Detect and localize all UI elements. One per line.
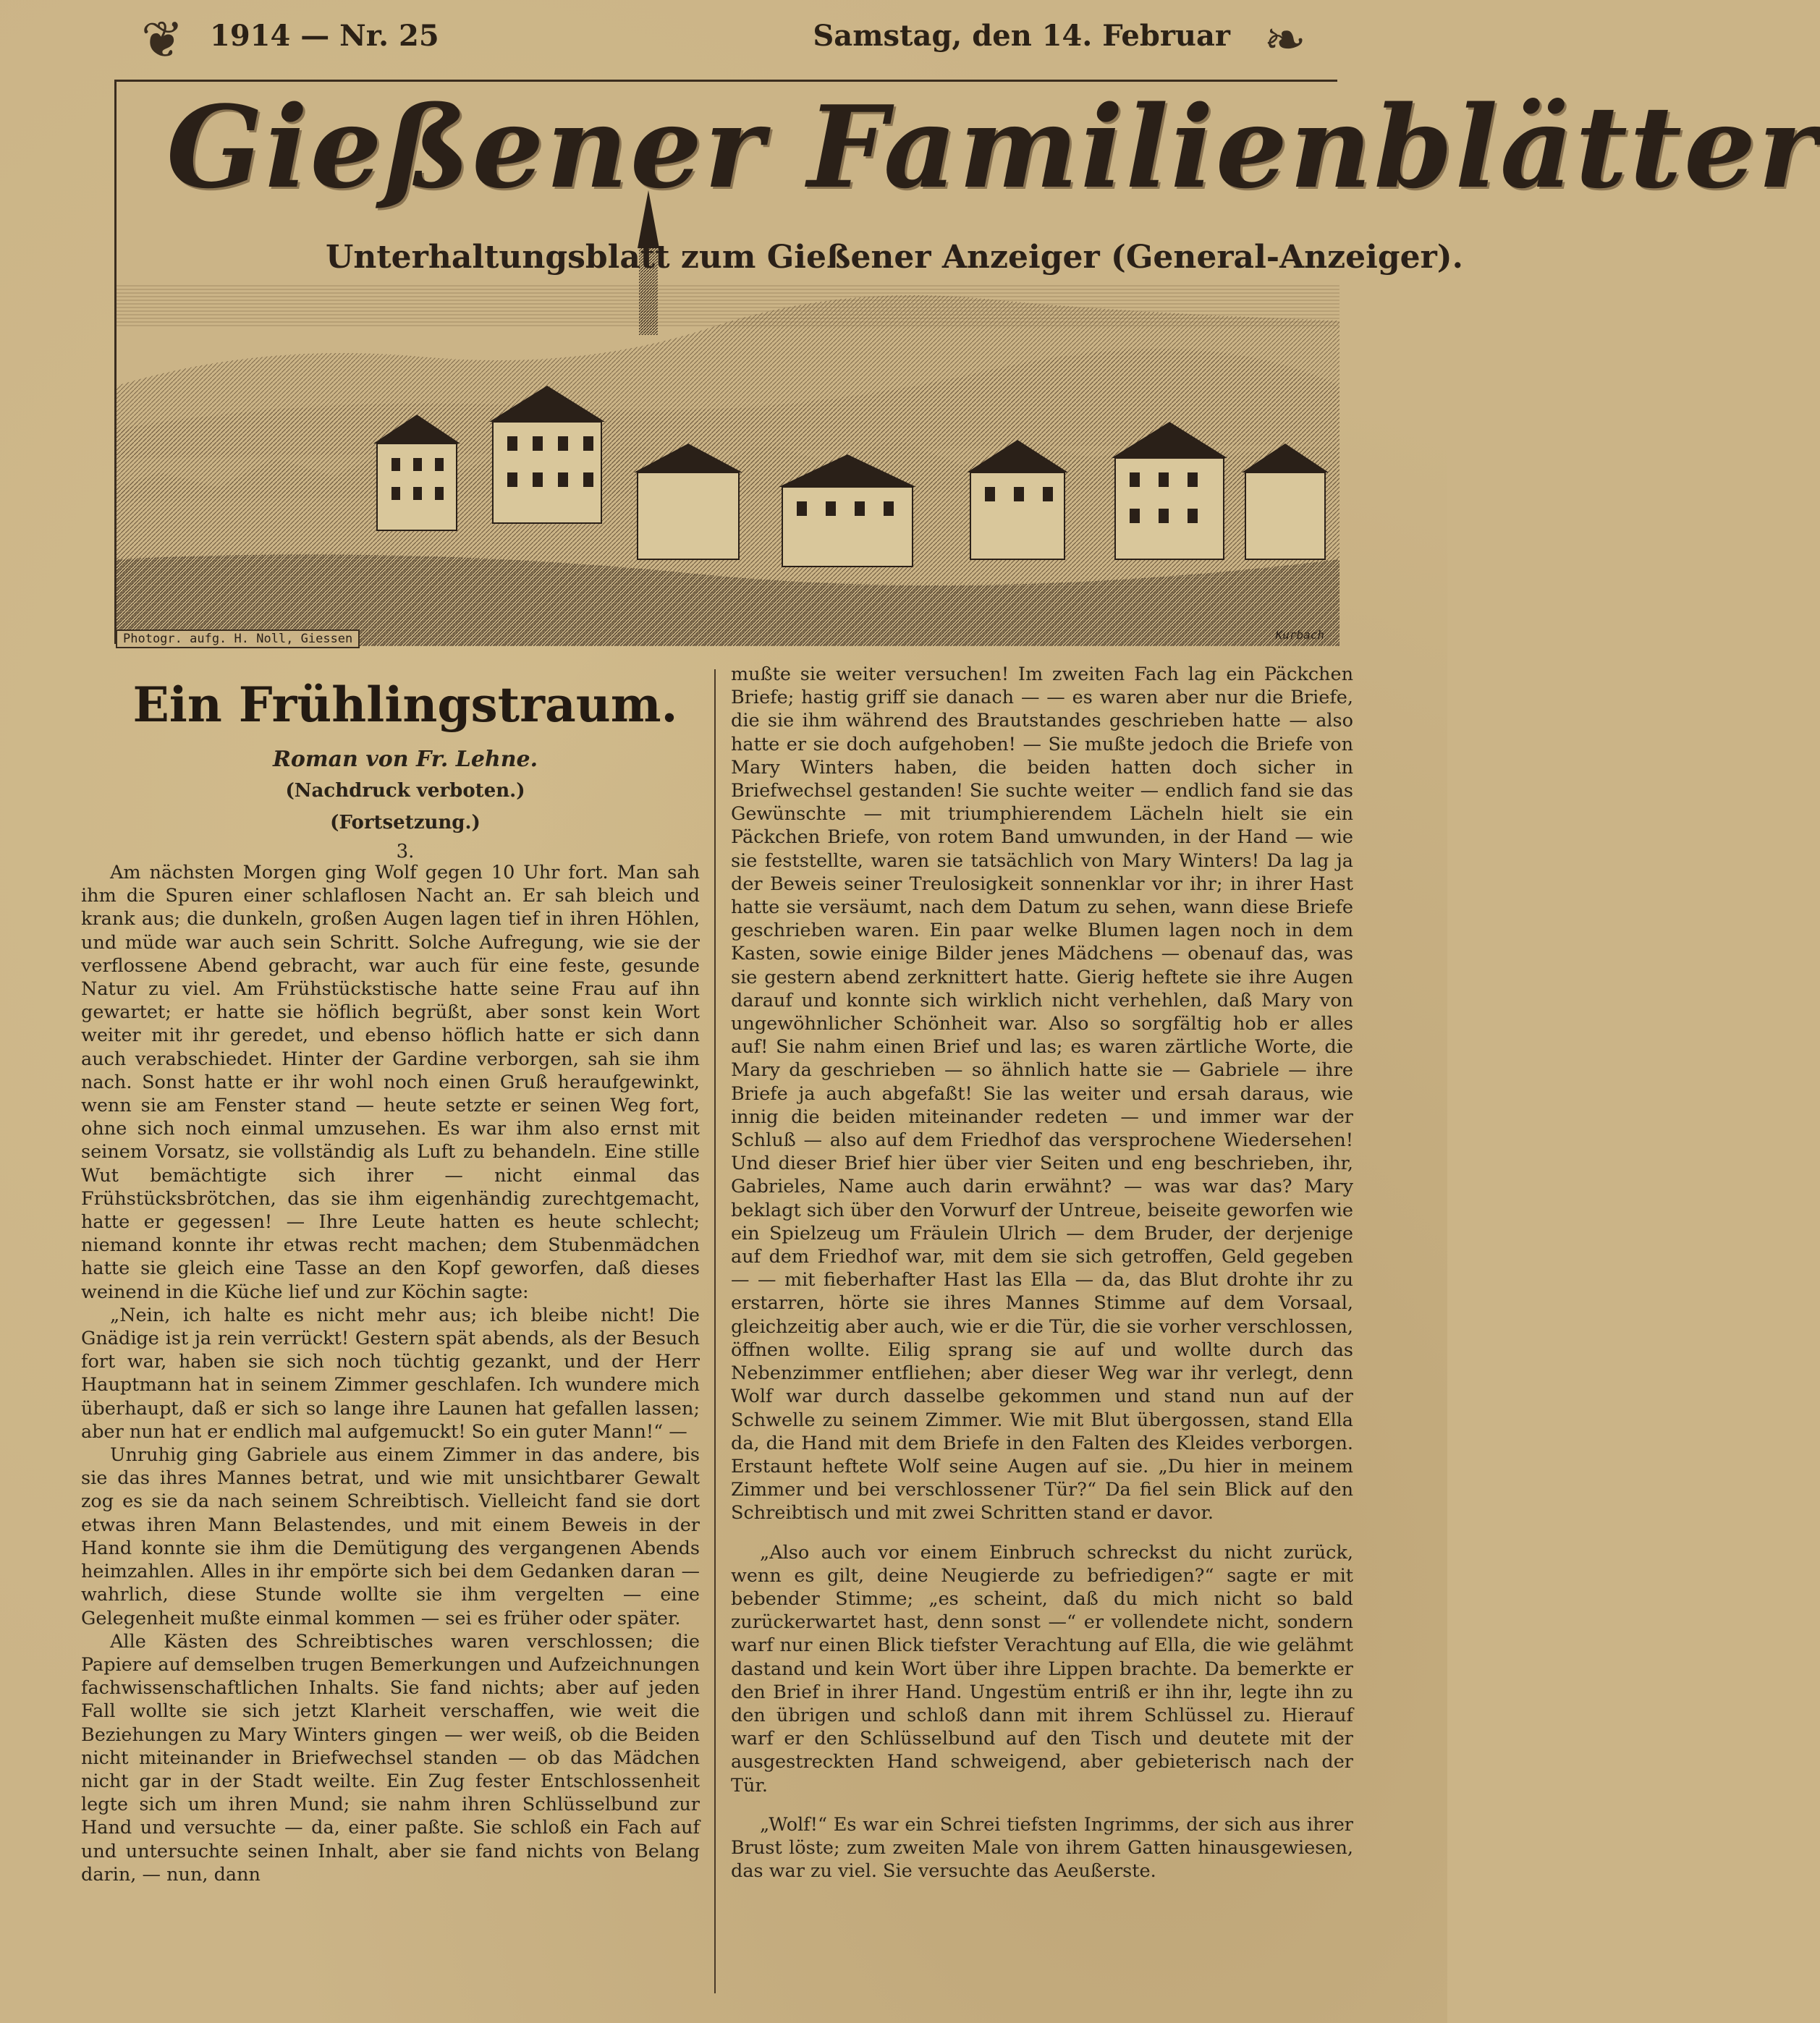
fleuron-ornament-icon: ❧ [1264,10,1306,69]
paragraph: Alle Kästen des Schreibtisches waren verschlossen; die Papiere auf demselben trugen Bemerkungen und Aufzeichnungen fachwissenschaftlichen Inhalts. Sie fand nichts; aber auf jeden Fall wollte sie sich jetzt Klarheit verschaffen, wie weit die Beziehungen zu Mary Winters gingen — wer weiß, ob die Beiden nicht miteinander in Briefwechsel standen — ob das Mädchen nicht gar in der Stadt weilte. Ein Zug fester Entschlossenheit legte sich um ihren Mund; sie nahm ihren Schlüsselbund zur Hand und versuchte — da, einer paßte. Sie schloß ein Fach auf und untersuchte seinen Inhalt, aber sie fand nichts von Belang darin, — nun, dann [81,1630,700,1886]
right-column [731,663,1353,1883]
paragraph: „Nein, ich halte es nicht mehr aus; ich bleibe nicht! Die Gnädige ist ja rein verrückt! Gestern spät abends, als der Besuch fort war, haben sie sich noch tüchtig gezankt, und der Herr Hauptmann hat in seinem Zimmer geschlafen. Ich wundere mich überhaupt, daß er sich so lange ihre Launen hat gefallen lassen; aber nun hat er endlich mal aufgemuckt! So ein guter Mann!“ — [81,1304,700,1443]
chapter-number: 3. [396,841,415,862]
left-column [81,861,700,1886]
paragraph: Unruhig ging Gabriele aus einem Zimmer in das andere, bis sie das ihres Mannes betrat, und wie mit unsichtbarer Gewalt zog es sie da nach seinem Schreibtisch. Vielleicht fand sie dort etwas ihren Mann Belastendes, und mit einem Beweis in der Hand konnte sie ihm die Demütigung des vergangenen Abends heimzahlen. Alles in ihr empörte sich bei dem Gedanken daran — wahrlich, diese Stunde wollte sie ihm vergelten — eine Gelegenheit mußte einmal kommen — sei es früher oder später. [81,1444,700,1629]
masthead-subtitle: Unterhaltungsblatt zum Gießener Anzeiger (General-Anzeiger). [326,239,1463,276]
paragraph: „Wolf!“ Es war ein Schrei tiefsten Ingrimms, der sich aus ihrer Brust löste; zum zweiten Male von ihrem Gatten hinausgewiesen, das war zu viel. Sie versuchte das Aeußerste. [731,1813,1353,1883]
paragraph: Am nächsten Morgen ging Wolf gegen 10 Uhr fort. Man sah ihm die Spuren einer schlaflosen Nacht an. Er sah bleich und krank aus; die dunkeln, großen Augen lagen tief in ihren Höhlen, und müde war auch sein Schritt. Solche Aufregung, wie sie der verflossene Abend gebracht, war auch für eine feste, gesunde Natur zu viel. Am Frühstückstische hatte seine Frau auf ihn gewartet; er hatte sie höflich begrüßt, aber sonst kein Wort weiter mit ihr geredet, und ebenso höflich hatte er sich dann auch verabschiedet. Hinter der Gardine verborgen, sah sie ihm nach. Sonst hatte er ihr wohl noch einen Gruß heraufgewinkt, wenn sie am Fenster stand — heute setzte er seinen Weg fort, ohne sich noch einmal umzusehen. Es war ihm also ernst mit seinem Vorsatz, sie vollständig als Luft zu behandeln. Eine stille Wut bemächtigte sich ihrer — nicht einmal das Frühstücksbrötchen, das sie ihm eigenhändig zurechtgemacht, hatte er gegessen! — Ihre Leute hatten es heute schlecht; niemand konnte ihr etwas recht machen; dem Stubenmädchen hatte sie gleich eine Tasse an den Kopf geworfen, daß dieses weinend in die Küche lief und zur Köchin sagte: [81,862,700,1303]
fleuron-ornament-icon: ❦ [141,10,184,69]
article-title: Ein Frühlingstraum. [132,677,678,733]
masthead-title: Gießener Familienblätter [166,81,1820,213]
photo-credit: Photogr. aufg. H. Noll, Giessen [116,629,360,648]
paragraph: „Also auch vor einem Einbruch schreckst du nicht zurück, wenn es gilt, deine Neugierde zu befriedigen?“ sagte er mit bebender Stimme; „es scheint, daß du mich nicht so bald zurückerwartet hast, denn sonst —“ er vollendete nicht, sondern warf nur einen Blick tiefster Verachtung auf Ella, die wie gelähmt dastand und kein Wort über ihre Lippen brachte. Da bemerkte er den Brief in ihrer Hand. Ungestüm entriß er ihn ihr, legte ihn zu den übrigen und schloß dann mit ihrem Schlüssel zu. Hierauf warf er den Schlüsselbund auf den Tisch und deutete mit der ausgestreckten Hand schweigend, aber gebieterisch nach der Tür. [731,1541,1353,1797]
issue-date: Samstag, den 14. Februar [813,19,1230,53]
issue-number: 1914 — Nr. 25 [210,19,439,53]
reprint-note: (Nachdruck verboten.) [285,780,525,802]
column-divider [714,669,716,1993]
article-author: Roman von Fr. Lehne. [272,747,538,772]
artist-signature: Kurbach [1275,628,1324,642]
continuation-note: (Fortsetzung.) [330,812,481,834]
paragraph: mußte sie weiter versuchen! Im zweiten Fach lag ein Päckchen Briefe; hastig griff sie danach — — es waren aber nur die Briefe, die sie ihm während des Brautstandes geschrieben hatte — also hatte er sie doch aufgehoben! — Sie mußte jedoch die Briefe von Mary Winters haben, die beiden hatten doch sicher in Briefwechsel gestanden! Sie suchte weiter — endlich fand sie das Gewünschte — mit triumphierendem Lächeln hielt sie ein Päckchen Briefe, von rotem Band umwunden, in der Hand — wie sie feststellte, waren sie tatsächlich von Mary Winters! Da lag ja der Beweis seiner Treulosigkeit sonnenklar vor ihr; in ihrer Hast hatte sie versäumt, nach dem Datum zu sehen, wann diese Briefe geschrieben waren. Ein paar welke Blumen lagen noch in dem Kasten, sowie einige Bilder jenes Mädchens — obenauf das, was sie gestern abend zerknittert hatte. Gierig heftete sie ihre Augen darauf und konnte sich wirklich nicht verhehlen, daß Mary von ungewöhnlicher Schönheit war. Also so sorgfältig hob er alles auf! Sie nahm einen Brief und las; es waren zärtliche Worte, die Mary da geschrieben — so ähnlich hatte sie — Gabriele — ihre Briefe ja auch abgefaßt! Sie las weiter und ersah daraus, wie innig die beiden miteinander redeten — und immer war der Schluß — also auf dem Friedhof das versprochene Wiedersehen! Und dieser Brief hier über vier Seiten und eng beschrieben, ihr, Gabrieles, Name auch darin erwähnt? — was war das? Mary beklagt sich über den Vorwurf der Untreue, beiseite geworfen wie ein Spielzeug um Fräulein Ulrich — dem Bruder, der derjenige auf dem Friedhof war, mit dem sie sich getroffen, Geld gegeben — — mit fieberhafter Hast las Ella — da, das Blut drohte ihr zu erstarren, hörte sie ihres Mannes Stimme auf dem Vorsaal, gleichzeitig aber auch, wie er die Tür, die sie vorher verschlossen, öffnen wollte. Eilig sprang sie auf und wollte durch das Nebenzimmer entfliehen; aber dieser Weg war ihr verlegt, denn Wolf war durch dasselbe gekommen und stand nun auf der Schwelle zu seinem Zimmer. Wie mit Blut übergossen, stand Ella da, die Hand mit dem Briefe in den Falten des Kleides verborgen. Erstaunt heftete Wolf seine Augen auf sie. „Du hier in meinem Zimmer und bei verschlossener Tür?“ Da fiel sein Blick auf den Schreibtisch und mit zwei Schritten stand er davor. [731,663,1353,1524]
